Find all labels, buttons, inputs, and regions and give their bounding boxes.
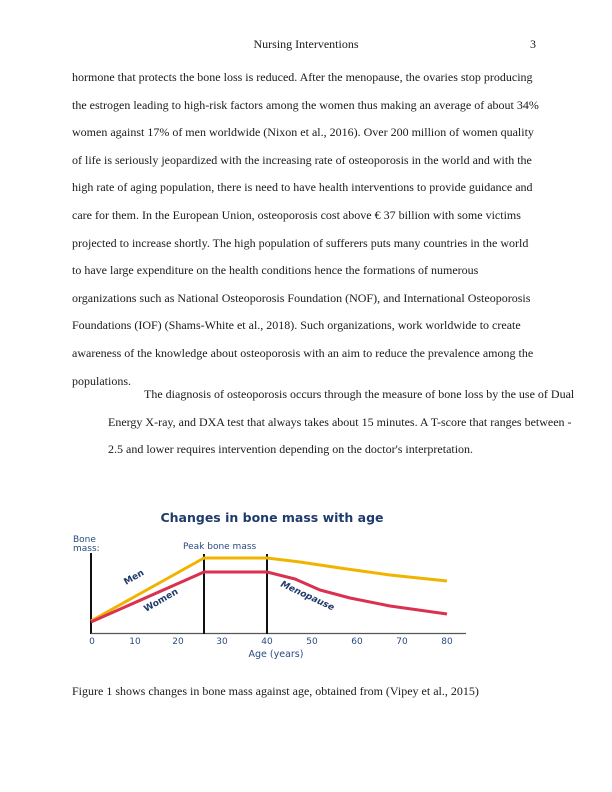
text-line: women against 17% of men worldwide (Nixon et al., 2016). Over 200 million of women quality <box>72 125 534 140</box>
text-line: to have large expenditure on the health conditions hence the formations of numerous <box>72 263 479 278</box>
text-line: awareness of the knowledge about osteoporosis with an aim to reduce the prevalence among the <box>72 345 534 360</box>
running-head: Nursing Interventions <box>253 37 359 51</box>
y-axis-label-line1: Bone <box>73 535 96 545</box>
x-tick: 30 <box>216 637 228 647</box>
text-line: of life is seriously jeopardized with the increasing rate of osteoporosis in the world and with the <box>72 152 532 167</box>
text-line: high rate of aging population, there is need to have health interventions to provide guidance and <box>72 180 533 195</box>
x-tick: 80 <box>441 637 453 647</box>
x-tick: 70 <box>396 637 408 647</box>
women-line <box>91 572 447 622</box>
men-line <box>91 558 447 621</box>
text-line: hormone that protects the bone loss is reduced. After the menopause, the ovaries stop producing <box>72 70 533 84</box>
x-tick: 10 <box>129 637 141 647</box>
paragraph-1 <box>72 64 542 395</box>
text-line: the estrogen leading to high-risk factors among the women thus making an average of about 34% <box>72 97 539 112</box>
x-tick: 60 <box>351 637 363 647</box>
text-line: organizations such as National Osteoporosis Foundation (NOF), and International Osteoporosis <box>72 290 531 305</box>
x-axis-label: Age (years) <box>248 649 304 660</box>
paragraph-2 <box>72 381 575 464</box>
page-number: 3 <box>530 37 536 51</box>
y-axis-label-line2: mass: <box>73 544 100 554</box>
menopause-label: Menopause <box>278 579 336 614</box>
bone-mass-chart <box>60 505 480 670</box>
x-tick: 40 <box>261 637 273 647</box>
peak-bone-mass-label: Peak bone mass <box>183 542 257 552</box>
men-label: Men <box>122 568 147 588</box>
x-tick: 50 <box>306 637 318 647</box>
text-line: Energy X-ray, and DXA test that always takes about 15 minutes. A T-score that ranges between - <box>108 414 572 429</box>
text-line: projected to increase shortly. The high population of sufferers puts many countries in the world <box>72 235 529 250</box>
text-line: Foundations (IOF) (Shams-White et al., 2018). Such organizations, work worldwide to create <box>72 318 521 333</box>
text-line: The diagnosis of osteoporosis occurs through the measure of bone loss by the use of Dual <box>144 387 575 401</box>
text-line: 2.5 and lower requires intervention depending on the doctor's interpretation. <box>108 442 474 457</box>
text-line: populations. <box>72 373 131 388</box>
x-tick: 0 <box>89 637 95 647</box>
x-tick: 20 <box>172 637 184 647</box>
x-tick-labels <box>89 637 453 647</box>
women-label: Women <box>142 587 181 615</box>
figure-caption: Figure 1 shows changes in bone mass against age, obtained from (Vipey et al., 2015) <box>72 684 479 698</box>
chart-title: Changes in bone mass with age <box>160 510 384 525</box>
text-line: care for them. In the European Union, osteoporosis cost above € 37 billion with some victims <box>72 207 521 222</box>
